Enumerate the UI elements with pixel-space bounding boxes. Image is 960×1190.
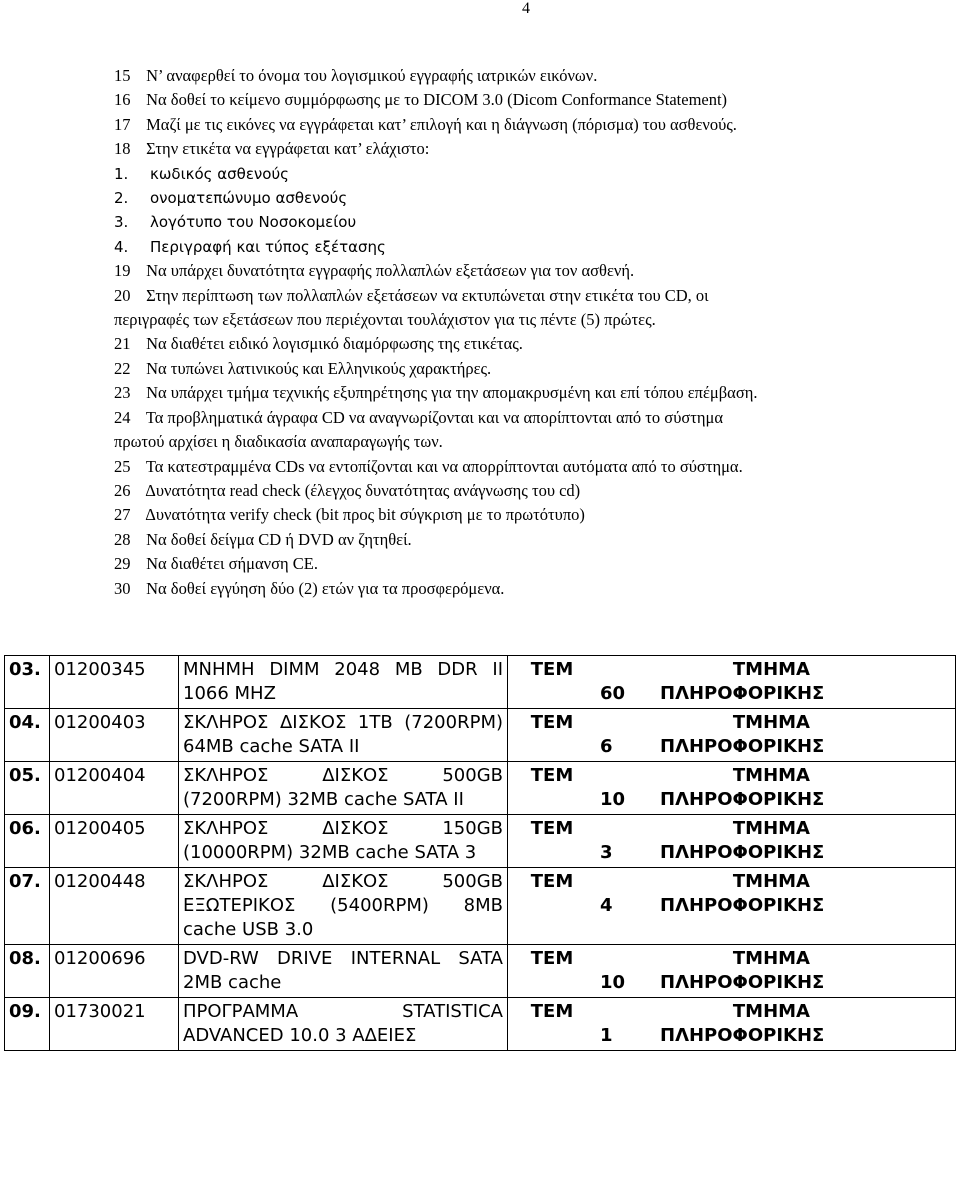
subitem-text: ονοματεπώνυμο ασθενούς [150, 189, 348, 208]
item-code: 01200696 [50, 945, 179, 998]
requirement-item [114, 259, 944, 283]
requirement-number: 22 [114, 358, 131, 378]
item-department: ΤΜΗΜΑ ΠΛΗΡΟΦΟΡΙΚΗΣ [660, 765, 825, 810]
row-index: 09. [5, 998, 50, 1051]
item-description: ΜΝΗΜΗ DIMM 2048 MB DDR II 1066 MHZ [179, 656, 508, 709]
table-row [5, 709, 956, 762]
requirement-item [114, 479, 944, 503]
requirement-number: 26 [114, 480, 131, 500]
requirement-text: Να δοθεί δείγμα CD ή DVD αν ζητηθεί. [146, 529, 412, 549]
requirement-number: 19 [114, 261, 131, 281]
requirement-text: Τα προβληματικά άγραφα CD να αναγνωρίζονται και να απορίπτονται από το σύστημα [145, 407, 724, 427]
item-unit: ΤΕΜ [508, 945, 597, 998]
item-code: 01200345 [50, 656, 179, 709]
subitem-number: 2. [114, 189, 129, 208]
item-description: ΣΚΛΗΡΟΣ ΔΙΣΚΟΣ 1TB (7200RPM) 64MB cache SATA II [179, 709, 508, 762]
requirement-text: Να διαθέτει σήμανση CE. [146, 554, 318, 574]
item-quantity: 6 [600, 736, 613, 757]
subitem-number: 4. [114, 237, 129, 256]
requirement-item [114, 406, 944, 430]
row-index: 03. [5, 656, 50, 709]
requirement-number: 23 [114, 383, 131, 403]
requirement-item [114, 64, 944, 88]
requirement-item [114, 88, 944, 112]
item-code: 01200405 [50, 815, 179, 868]
requirement-text: Ν’ αναφερθεί το όνομα του λογισμικού εγγραφής ιατρικών εικόνων. [146, 66, 598, 85]
requirement-number: 29 [114, 554, 131, 574]
table-row [5, 998, 956, 1051]
requirement-continuation: περιγραφές των εξετάσεων που περιέχονται τουλάχιστον για τις πέντε (5) πρώτες. [114, 310, 656, 330]
item-description: DVD-RW DRIVE INTERNAL SATA 2MB cache [179, 945, 508, 998]
requirement-item [114, 284, 944, 308]
row-index: 08. [5, 945, 50, 998]
requirement-item [114, 455, 944, 479]
table-row [5, 945, 956, 998]
row-index: 06. [5, 815, 50, 868]
requirement-text: Δυνατότητα verify check (bit προς bit σύγκριση με το πρωτότυπο) [145, 505, 585, 525]
item-department: ΤΜΗΜΑ ΠΛΗΡΟΦΟΡΙΚΗΣ [660, 712, 825, 757]
subitem-number: 1. [114, 164, 129, 183]
requirement-number: 24 [114, 407, 131, 427]
label-field-item [114, 162, 944, 186]
item-quantity-department [596, 815, 956, 868]
subitem-number: 3. [114, 213, 129, 232]
requirement-item [114, 381, 944, 405]
requirement-number: 27 [114, 505, 131, 525]
requirement-item [114, 552, 944, 576]
item-code: 01200404 [50, 762, 179, 815]
requirement-number: 15 [114, 66, 131, 85]
item-quantity-department [596, 762, 956, 815]
item-quantity: 10 [600, 789, 626, 810]
requirement-text: Να υπάρχει δυνατότητα εγγραφής πολλαπλών εξετάσεων για τον ασθενή. [146, 261, 635, 281]
item-unit: ΤΕΜ [508, 868, 597, 945]
requirement-item [114, 503, 944, 527]
item-quantity-department [596, 998, 956, 1051]
item-department: ΤΜΗΜΑ ΠΛΗΡΟΦΟΡΙΚΗΣ [660, 948, 825, 993]
item-description: ΠΡΟΓΡΑΜΜΑ STATISTICA ADVANCED 10.0 3 ΑΔΕΙΕΣ [179, 998, 508, 1051]
item-unit: ΤΕΜ [508, 815, 597, 868]
item-quantity-department [596, 656, 956, 709]
requirement-text: Μαζί με τις εικόνες να εγγράφεται κατ’ επιλογή και η διάγνωση (πόρισμα) του ασθενούς. [146, 114, 737, 134]
table-row [5, 762, 956, 815]
label-field-item [114, 210, 944, 234]
item-unit: ΤΕΜ [508, 762, 597, 815]
requirement-text: Να διαθέτει ειδικό λογισμικό διαμόρφωσης της ετικέτας. [146, 334, 523, 354]
item-unit: ΤΕΜ [508, 656, 597, 709]
item-department: ΤΜΗΜΑ ΠΛΗΡΟΦΟΡΙΚΗΣ [660, 871, 825, 916]
table-row [5, 656, 956, 709]
requirement-number: 20 [114, 285, 131, 305]
item-unit: ΤΕΜ [508, 998, 597, 1051]
requirement-continuation: πρωτού αρχίσει η διαδικασία αναπαραγωγής των. [114, 432, 443, 452]
item-code: 01200448 [50, 868, 179, 945]
item-description: ΣΚΛΗΡΟΣ ΔΙΣΚΟΣ 150GB (10000RPM) 32MB cache SATA 3 [179, 815, 508, 868]
item-department: ΤΜΗΜΑ ΠΛΗΡΟΦΟΡΙΚΗΣ [660, 659, 825, 704]
requirement-item [114, 357, 944, 381]
items-table [4, 655, 956, 1051]
item-quantity: 10 [600, 972, 626, 993]
item-quantity: 4 [600, 895, 613, 916]
item-quantity-department [596, 709, 956, 762]
row-index: 04. [5, 709, 50, 762]
subitem-text: λογότυπο του Νοσοκομείου [150, 213, 357, 232]
requirement-number: 21 [114, 334, 131, 354]
requirement-number: 28 [114, 529, 131, 549]
requirement-number: 30 [114, 578, 131, 598]
label-field-item [114, 186, 944, 210]
requirement-text: Να υπάρχει τμήμα τεχνικής εξυπηρέτησης για την απομακρυσμένη και επί τόπου επέμβαση. [146, 383, 758, 403]
requirement-number: 25 [114, 456, 131, 476]
requirement-item [114, 332, 944, 356]
requirement-number: 16 [114, 90, 131, 110]
requirement-number: 17 [114, 114, 131, 134]
item-unit: ΤΕΜ [508, 709, 597, 762]
requirement-text: Να δοθεί εγγύηση δύο (2) ετών για τα προσφερόμενα. [146, 578, 505, 598]
requirement-text: Τα κατεστραμμένα CDs να εντοπίζονται και να απορρίπτονται αυτόματα από το σύστημα. [145, 456, 743, 476]
item-department: ΤΜΗΜΑ ΠΛΗΡΟΦΟΡΙΚΗΣ [660, 1001, 825, 1046]
requirement-text: Στην ετικέτα να εγγράφεται κατ’ ελάχιστο: [146, 139, 430, 159]
table-row [5, 868, 956, 945]
page-number: 4 [522, 0, 530, 17]
item-quantity: 60 [600, 683, 626, 704]
requirement-text: Να τυπώνει λατινικούς και Ελληνικούς χαρακτήρες. [146, 358, 492, 378]
item-quantity: 1 [600, 1025, 613, 1046]
item-description: ΣΚΛΗΡΟΣ ΔΙΣΚΟΣ 500GB ΕΞΩΤΕΡΙΚΟΣ (5400RPM) 8MB cache USB 3.0 [179, 868, 508, 945]
item-quantity-department [596, 868, 956, 945]
row-index: 05. [5, 762, 50, 815]
requirement-item [114, 528, 944, 552]
subitem-text: Περιγραφή και τύπος εξέτασης [150, 237, 386, 256]
subitem-text: κωδικός ασθενούς [150, 164, 289, 183]
requirement-item [114, 577, 944, 601]
requirement-item [114, 113, 944, 137]
row-index: 07. [5, 868, 50, 945]
requirement-text: Να δοθεί το κείμενο συμμόρφωσης με το DICOM 3.0 (Dicom Conformance Statement) [146, 90, 728, 110]
requirement-text: Δυνατότητα read check (έλεγχος δυνατότητας ανάγνωσης του cd) [145, 480, 581, 500]
item-quantity: 3 [600, 842, 613, 863]
table-row [5, 815, 956, 868]
item-department: ΤΜΗΜΑ ΠΛΗΡΟΦΟΡΙΚΗΣ [660, 818, 825, 863]
item-code: 01200403 [50, 709, 179, 762]
requirement-text: Στην περίπτωση των πολλαπλών εξετάσεων να εκτυπώνεται στην ετικέτα του CD, οι [146, 285, 709, 305]
item-code: 01730021 [50, 998, 179, 1051]
requirement-number: 18 [114, 139, 131, 159]
requirements-list [114, 64, 944, 601]
label-field-item [114, 235, 944, 259]
requirement-item [114, 137, 944, 161]
item-description: ΣΚΛΗΡΟΣ ΔΙΣΚΟΣ 500GB (7200RPM) 32MB cache SATA II [179, 762, 508, 815]
item-quantity-department [596, 945, 956, 998]
